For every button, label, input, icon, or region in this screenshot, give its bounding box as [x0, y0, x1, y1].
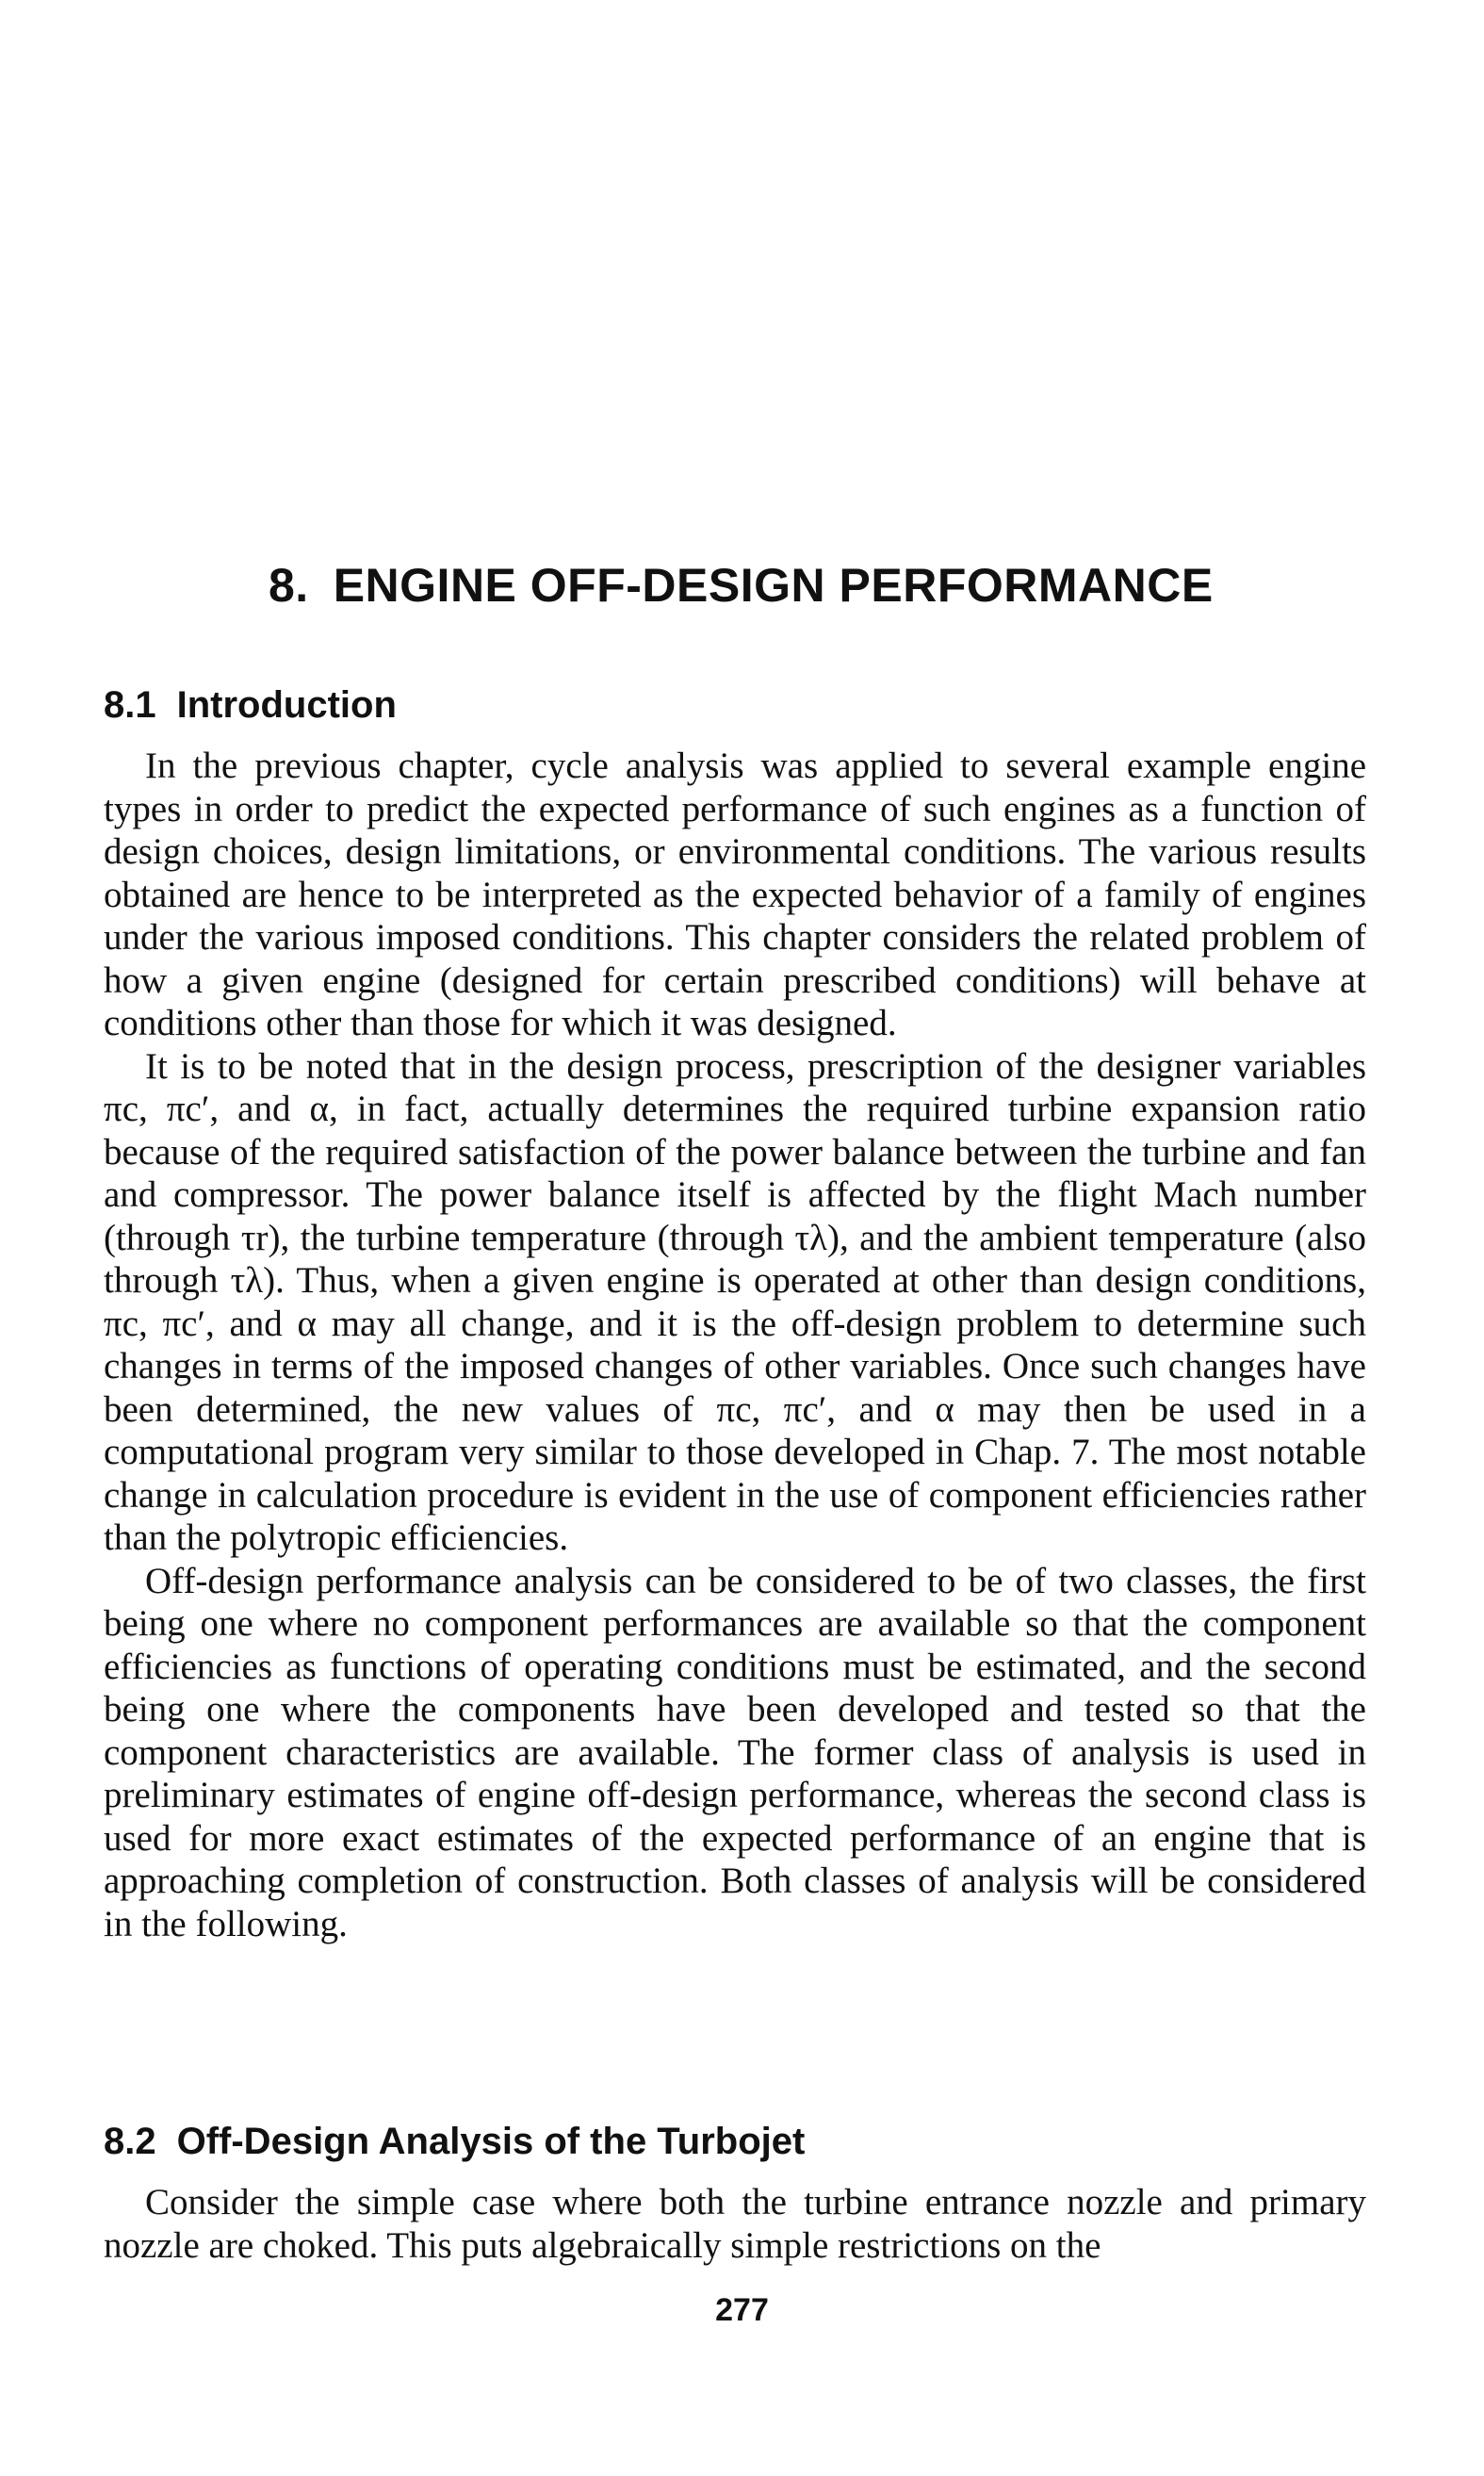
chapter-title-text: ENGINE OFF-DESIGN PERFORMANCE [333, 559, 1214, 612]
chapter-title [269, 558, 1305, 613]
chapter-number: 8. [269, 559, 309, 612]
section-heading-8-2 [104, 2121, 1404, 2163]
section-title: Introduction [176, 684, 397, 726]
section-number: 8.1 [104, 684, 156, 726]
paragraph: In the previous chapter, cycle analysis was applied to several example engine types in order to predict the expected performance of such engines as a function of design choices, design limitations, or environmental conditions. The various results obtained are hence to be interpreted as the expected behavior of a family of engines under the various imposed conditions. This chapter considers the related problem of how a given engine (designed for certain prescribed conditions) will behave at conditions other than those for which it was designed. [104, 746, 1366, 1043]
section-number: 8.2 [104, 2121, 156, 2162]
paragraph: Off-design performance analysis can be considered to be of two classes, the first being one where no component performances are available so that the component efficiencies as functions of operating conditions must be estimated, and the second being one where the components have been developed and tested so that the component characteristics are available. The former class of analysis is used in preliminary estimates of engine off-design performance, whereas the second class is used for more exact estimates of the expected performance of an engine that is approaching completion of construction. Both classes of analysis will be considered in the following. [104, 1560, 1366, 1944]
section-title: Off-Design Analysis of the Turbojet [176, 2121, 806, 2162]
section-heading-8-1 [104, 684, 1404, 727]
section-body-8-2 [104, 2181, 1366, 2267]
paragraph: It is to be noted that in the design process, prescription of the designer variables πc, πc′, and α, in fact, actually determines the required turbine expansion ratio because of the required satisfaction of the power balance between the turbine and fan and compressor. The power balance itself is affected by the flight Mach number (through τr), the turbine temperature (through τλ), and the ambient temperature (also through τλ). Thus, when a given engine is operated at other than design conditions, πc, πc′, and α may all change, and it is the off-design problem to determine such changes in terms of the imposed changes of other variables. Once such changes have been determined, the new values of πc, πc′, and α may then be used in a computational program very similar to those developed in Chap. 7. The most notable change in calculation procedure is evident in the use of component efficiencies rather than the polytropic efficiencies. [104, 1045, 1366, 1558]
page-number: 277 [715, 2292, 769, 2328]
paragraph: Consider the simple case where both the turbine entrance nozzle and primary nozzle are choked. This puts algebraically simple restrictions on the [104, 2182, 1366, 2266]
section-body-8-1 [104, 745, 1366, 1945]
